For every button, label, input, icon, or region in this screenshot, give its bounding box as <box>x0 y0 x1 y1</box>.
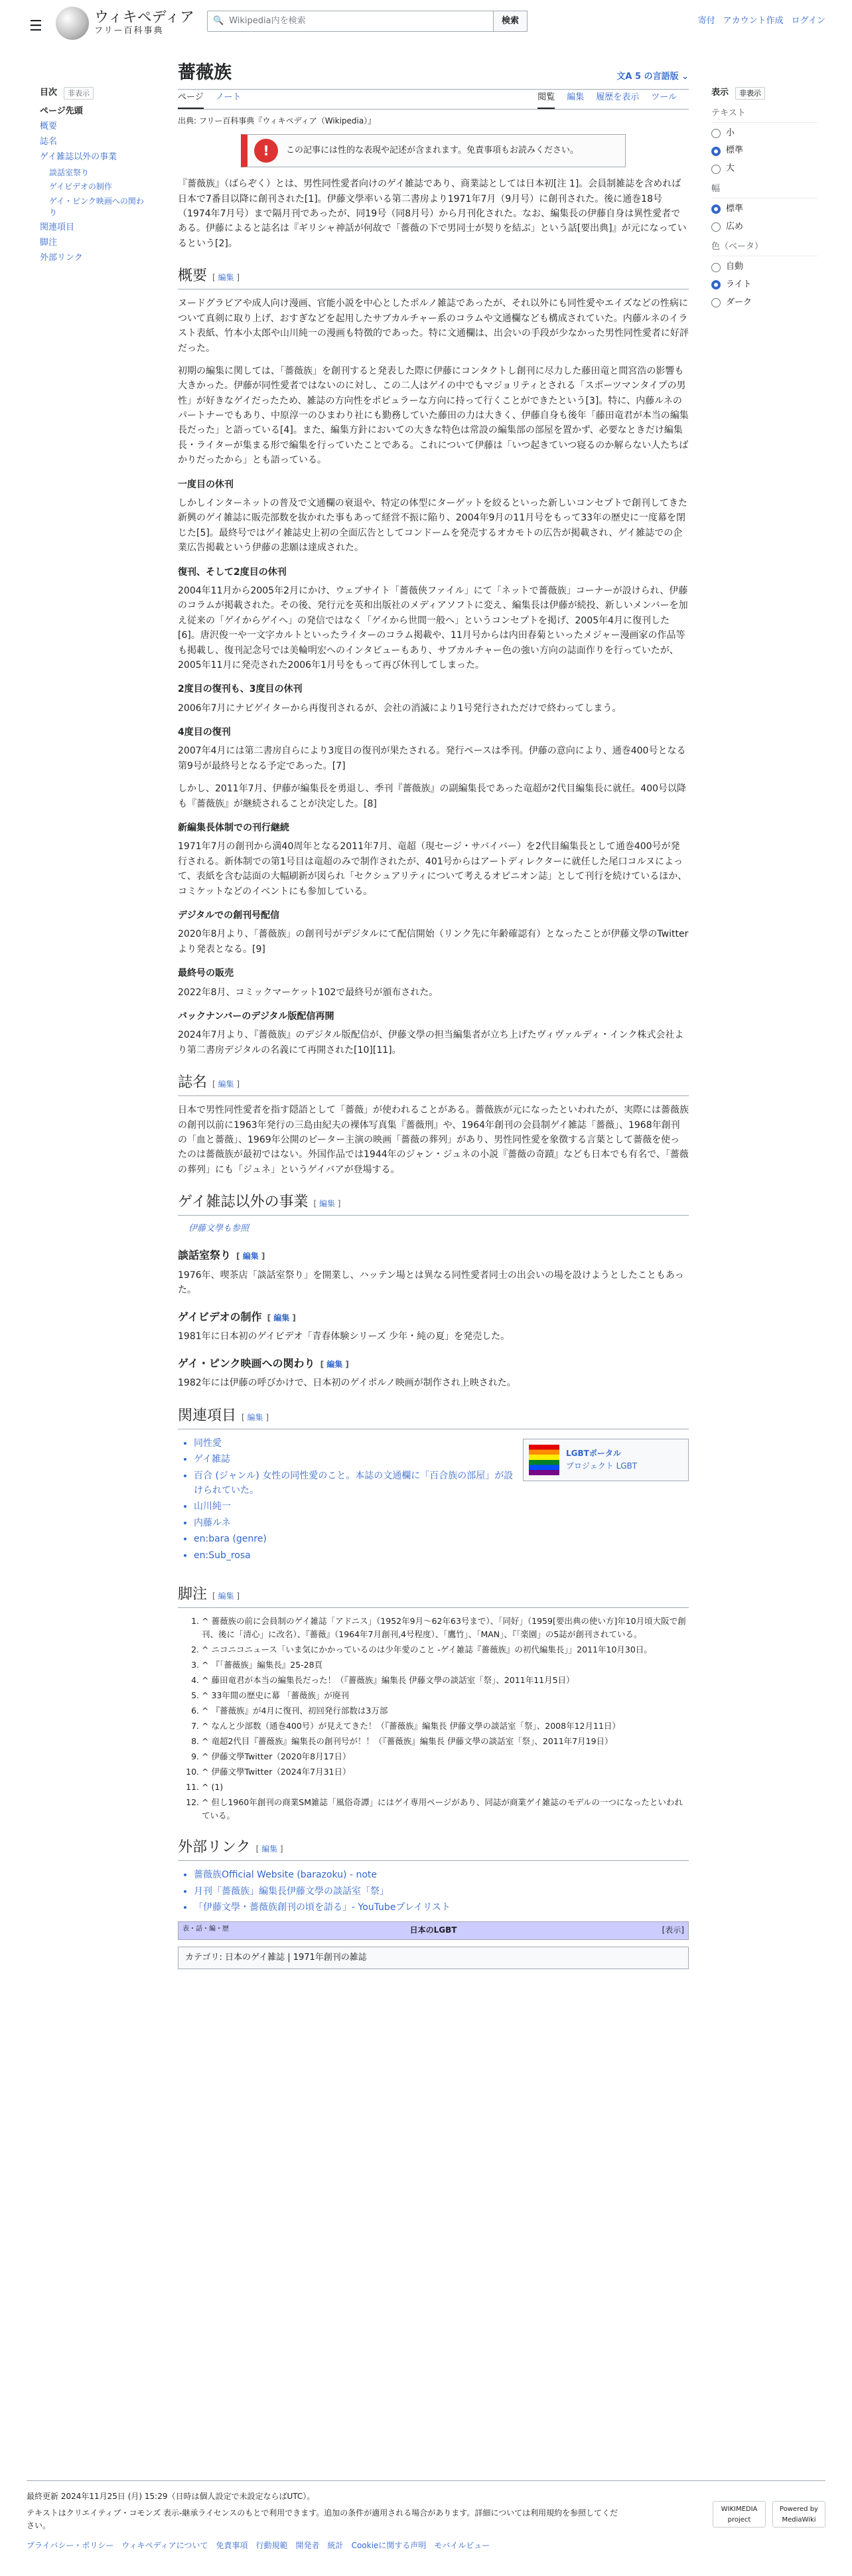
radio-label: 小 <box>726 127 735 138</box>
section-title: 誌名 <box>178 1074 208 1091</box>
radio-button[interactable] <box>711 222 721 232</box>
section-heading: 関連項目 [ 編集 ] <box>178 1404 689 1429</box>
footer-link[interactable]: ウィキペディアについて <box>121 2540 208 2550</box>
edit-bracket: [ 編集 ] <box>267 1313 296 1323</box>
section-heading <box>178 908 689 923</box>
appearance-title: 表示 <box>711 88 729 98</box>
tab-0[interactable]: ページ <box>178 91 204 109</box>
personal-link[interactable]: アカウント作成 <box>723 16 784 26</box>
section-heading <box>178 264 689 289</box>
external-links-list <box>194 1868 689 1915</box>
toc-item[interactable] <box>40 237 146 249</box>
section-heading <box>178 1009 689 1024</box>
reference-item: 6. ^ 『薔薇族』が4月に復刊、初回発行部数は3万部 <box>202 1704 689 1718</box>
wikipedia-globe-icon <box>56 7 89 40</box>
portal-box[interactable] <box>523 1439 689 1481</box>
search-icon: 🔍 <box>213 15 224 26</box>
translate-icon: 文A <box>616 72 635 82</box>
radio-option-width[interactable] <box>711 202 817 216</box>
toc-item[interactable] <box>40 167 146 179</box>
edit-bracket: [ 編集 ] <box>212 273 240 283</box>
search-input[interactable]: 🔍 Wikipedia内を検索 <box>207 11 494 32</box>
edit-link[interactable]: 編集 <box>247 1412 263 1422</box>
section-heading: 脚注 [ 編集 ] <box>178 1583 689 1608</box>
radio-button[interactable] <box>711 165 721 174</box>
license-text: テキストはクリエイティブ・コモンズ 表示-継承ライセンスのもとで利用できます。追加の条件が適用される場合があります。詳細については利用規約を参照してください。 <box>27 2508 618 2531</box>
toc-hide-button[interactable]: 非表示 <box>64 87 94 100</box>
view-tab-1[interactable]: 編集 <box>567 92 585 103</box>
edit-link[interactable]: 編集 <box>218 273 234 283</box>
radio-label: 広め <box>726 221 744 232</box>
radio-label: 自動 <box>726 262 744 272</box>
reference-item: 9. ^ 伊藤文學Twitter（2020年8月17日） <box>202 1750 689 1763</box>
related-item[interactable]: • 内藤ルネ <box>194 1516 689 1530</box>
radio-option-text[interactable] <box>711 162 817 176</box>
reference-item: 4. ^ 藤田竜君が本当の編集長だった！（『薔薇族』編集長 伊藤文學の談話室「祭」、2011年11月5日） <box>202 1674 689 1687</box>
appearance-section-width: 幅 <box>711 183 817 199</box>
reference-item: 1. ^ 薔薇族の前に会員制のゲイ雑誌「アドニス」（1952年9月〜62年63号まで）、「同好」（1959[要出典の使い方]年10月頃大阪で創刊、後に「清心」に改名）、『薔薇』（1964年7月創刊,4号程度）、「鷹竹」、「MAN」、『「楽園」の5誌が創刊されている。 <box>202 1615 689 1641</box>
toc-item[interactable] <box>40 106 146 118</box>
edit-bracket: [ 編集 ] <box>320 1359 349 1369</box>
radio-label: ライト <box>726 279 752 289</box>
section-heading <box>178 1309 689 1326</box>
paragraph: しかし、2011年7月、伊藤が編集長を勇退し、季刊『薔薇族』の副編集長であった竜超が2代目編集長に就任。400号以降も『薔薇族』が継続されることが決定した。[8] <box>178 783 687 809</box>
section-heading <box>178 565 689 580</box>
radio-option-text[interactable] <box>711 127 817 141</box>
paragraph: 1971年7月の創刊から満40周年となる2011年7月、竜超（現セージ・サバイバー）を2代目編集長として通巻400号が発行される。新体制での第1号目は竜超のみで制作されたが、401号からはアートディレクターに就任した尾口コルヌによって、表紙を含む誌面の大幅刷新が図られ「セクシュアリティについて考えるオピニオン誌」として刊行を続けているほか、コミケットなどのイベントにも参加している。 <box>178 841 687 897</box>
content-notice: ! この記事には性的な表現や記述が含まれます。免責事項もお読みください。 <box>241 134 626 167</box>
edit-link[interactable]: 編集 <box>218 1080 234 1089</box>
related-item[interactable]: • 百合 (ジャンル) 女性の同性愛のこと。本誌の文通欄に「百合族の部屋」が設けられていた。 <box>194 1469 689 1498</box>
section-heading <box>178 725 689 740</box>
radio-button[interactable] <box>711 204 721 214</box>
radio-option-color[interactable] <box>711 296 817 310</box>
section-title: 復刊、そして2度目の休刊 <box>178 566 287 578</box>
toc-link[interactable]: ゲイ・ピンク映画への関わり <box>49 197 144 217</box>
toc-link[interactable]: 関連項目 <box>40 222 75 232</box>
edit-bracket: [ 編集 ] <box>212 1080 240 1089</box>
footer-links <box>27 2539 825 2552</box>
navbox-vte[interactable]: 表・話・編・歴 <box>182 1925 229 1933</box>
footer-link[interactable]: プライバシー・ポリシー <box>27 2540 114 2550</box>
portal-link[interactable]: LGBTポータル <box>566 1448 621 1458</box>
section-title: 最終号の販売 <box>178 968 234 979</box>
hatnote: 伊藤文學も参照 <box>188 1224 249 1234</box>
section-heading: 外部リンク [ 編集 ] <box>178 1836 689 1861</box>
personal-link[interactable]: ログイン <box>791 16 825 26</box>
footer-link[interactable]: 免責事項 <box>216 2540 248 2550</box>
section-title: 談話室祭り <box>178 1249 232 1262</box>
edit-bracket: [ 編集 ] <box>313 1199 341 1209</box>
toc-link[interactable]: 脚注 <box>40 237 58 248</box>
radio-option-width[interactable] <box>711 220 817 234</box>
search-form <box>207 11 528 32</box>
section-heading <box>178 966 689 981</box>
section-title: ゲイビデオの制作 <box>178 1310 262 1323</box>
paragraph: 2020年8月より、「薔薇族」の創刊号がデジタルにて配信開始（リンク先に年齢確認有）となったことが伊藤文學のTwitterより発表となる。[9] <box>178 929 689 955</box>
section-title: バックナンバーのデジタル版配信再開 <box>178 1010 334 1022</box>
edit-link[interactable]: 編集 <box>218 1591 234 1601</box>
navbox-toggle[interactable]: [表示] <box>662 1925 684 1935</box>
related-item[interactable]: • en:bara (genre) <box>194 1532 689 1546</box>
external-link[interactable]: • 月刊「薔薇族」編集長伊藤文學の談話室「祭」 <box>194 1884 689 1899</box>
edit-link[interactable]: 編集 <box>273 1313 290 1323</box>
footer-link[interactable]: 行動規範 <box>255 2540 288 2550</box>
footer-link[interactable]: 開発者 <box>295 2540 320 2550</box>
tab-1[interactable]: ノート <box>215 92 242 103</box>
radio-option-color[interactable] <box>711 278 817 292</box>
toc-link[interactable]: ページ先頭 <box>40 106 83 116</box>
section-title: 2度目の復刊も、3度目の休刊 <box>178 684 303 695</box>
reference-item: 10. ^ 伊藤文學Twitter（2024年7月31日） <box>202 1765 689 1779</box>
paragraph: 2006年7月にナビゲイターから再復刊されるが、会社の消滅により1号発行されただけで終わってしまう。 <box>178 702 622 714</box>
section-title: デジタルでの創刊号配信 <box>178 910 280 921</box>
category-links[interactable]: カテゴリ: 日本のゲイ雑誌 | 1971年創刊の雑誌 <box>178 1947 689 1970</box>
paragraph: しかしインターネットの普及で文通欄の衰退や、特定の体型にターゲットを絞るといった新しいコンセプトで創刊してきた新興のゲイ雑誌に販売部数を抜かれた事もあって経営不振に陥り、2004年9月の11月号をもって33年の歴史に一度幕を閉じた[5]。最終号ではゲイ雑誌史上初の全面広告としてコンドームを発売するオカモトの広告が掲載され、ゲイ雑誌での企業広告掲載という伊藤の悲願は達成された。 <box>178 498 687 554</box>
toc-list <box>40 106 146 265</box>
reference-item: 7. ^ なんと少部数（通巻400号）が見えてきた！（『薔薇族』編集長 伊藤文學の談話室「祭」、2008年12月11日） <box>202 1720 689 1733</box>
paragraph: ヌードグラビアや成人向け漫画、官能小説を中心としたポルノ雑誌であったが、それ以外にも同性愛やエイズなどの性病について真剣に取り上げ、おすぎなどを起用したサブカルチャー系のコラムや文通欄なども構成されていた。内藤ルネのイラスト表紙、竹本小太郎や山川純一の漫画も特徴的であった。特に文通欄は、出会いの手段が少なかった男性同性愛者に好評だった。 <box>178 298 689 354</box>
personal-tools <box>690 15 825 29</box>
section-title: 一度目の休刊 <box>178 479 234 490</box>
toc-link[interactable]: 概要 <box>40 121 58 131</box>
section-heading <box>178 1355 689 1372</box>
reference-item: 3. ^ 『「薔薇族」編集長』25-28頁 <box>202 1658 689 1672</box>
references-list <box>202 1615 689 1822</box>
footer <box>27 2480 825 2552</box>
navbox-title[interactable]: 日本のLGBT <box>409 1925 457 1935</box>
radio-option-color[interactable] <box>711 260 817 274</box>
reference-item: 11. ^ (1) <box>202 1781 689 1794</box>
section-title: ゲイ・ピンク映画への関わり <box>178 1356 315 1370</box>
paragraph: 初期の編集に関しては、「薔薇族」を創刊すると発表した際に伊藤にコンタクトし創刊に尽力した藤田竜と間宮浩の影響も大きかった。伊藤が同性愛者ではないのに対し、この二人はゲイの中でもマジョリティとされる「スポーツマンタイプの男性」が好きなゲイだったため、雑誌の方向性をポピュラーな方向に持って行くことができたという[3]。特に、内藤ルネのパートナーでもあり、中原淳一のひまわり社にも勤務していた藤田の力は大きく、伊藤自身も後年「藤田竜君が本当の編集長だった」と語っている[4]。また、編集方針においての大きな特色は常設の編集部の部屋を置かず、必要なときだけ編集長・ライターが集まる形で編集を行っていたことである。これについて伊藤は「いつ起きていつ寝るのか解らない人たちばかりだったから」とも語っている。 <box>178 365 689 466</box>
radio-label: 標準 <box>726 145 744 156</box>
search-button[interactable]: 検索 <box>494 11 528 32</box>
main-menu-icon[interactable]: ☰ <box>29 18 42 35</box>
paragraph: 2007年4月には第二書房自らにより3度目の復刊が果たされる。発行ペースは季刊。伊藤の意向により、通巻400号となる第9号が最終号となる予定であった。[7] <box>178 746 686 771</box>
paragraph: 1976年、喫茶店「談話室祭り」を開業し、ハッテン場とは異なる同性愛者同士の出会いの場を設けようとしたこともあった。 <box>178 1269 684 1296</box>
edit-link[interactable]: 編集 <box>319 1199 335 1209</box>
last-modified: 最終更新 2024年11月25日 (月) 15:29（日時は個人設定で未設定ならばUTC）。 <box>27 2492 315 2501</box>
page-title: 薔薇族 文A 5 の言語版 ⌄ <box>178 60 689 90</box>
section-title: 新編集長体制での刊行継続 <box>178 823 289 834</box>
view-tab-2[interactable]: 履歴を表示 <box>596 92 640 103</box>
toc-item[interactable] <box>40 222 146 234</box>
paragraph: 1981年に日本初のゲイビデオ「青春体験シリーズ 少年・純の夏」を発売した。 <box>178 1331 510 1342</box>
language-button[interactable]: 文A 5 の言語版 ⌄ <box>616 72 689 82</box>
reference-item: 8. ^ 竜超2代目『薔薇族』編集長の創刊号が！！（『薔薇族』編集長 伊藤文學の談話室「祭」、2011年7月19日） <box>202 1735 689 1748</box>
section-title: 概要 <box>178 268 208 285</box>
toc-link[interactable]: 外部リンク <box>40 253 83 264</box>
footer-badge[interactable]: WIKIMEDIA project <box>713 2501 766 2528</box>
edit-bracket: [ 編集 ] <box>236 1251 265 1261</box>
warning-icon: ! <box>254 139 278 163</box>
view-tab-0[interactable]: 閲覧 <box>537 91 555 109</box>
rainbow-flag-icon <box>529 1445 559 1475</box>
toc-title: 目次 <box>40 88 58 98</box>
section-heading <box>178 1247 689 1264</box>
appearance-section-color: 色（ベータ） <box>711 240 817 256</box>
paragraph: 日本で男性同性愛者を指す隠語として「薔薇」が使われることがある。薔薇族が元になったといわれたが、実際には薔薇族の創刊以前に1963年発行の三島由紀夫の裸体写真集『薔薇刑』や、1964年創刊の会員制ゲイ雑誌「薔薇」、1968年創刊の「血と薔薇」、1969年公開のピーター主演の映画「薔薇の葬列」があり、男性同性愛を象徴する言葉として薔薇を使ったのは薔薇族が最初ではない。外国作品では1944年のジャン・ジュネの小説『薔薇の奇蹟』なども日本でも有名で、「薔薇の葬列」にも「ジュネ」というゲイバアが登場する。 <box>178 1105 689 1175</box>
section-heading <box>178 1190 689 1216</box>
toc-link[interactable]: ゲイビデオの制作 <box>49 182 112 192</box>
site-subtitle: フリー百科事典 <box>94 26 164 36</box>
external-link[interactable]: • 薔薇族Official Website (barazoku) - note <box>194 1868 689 1882</box>
toc-item[interactable] <box>40 136 146 148</box>
intro-paragraph: 『薔薇族』（ばらぞく）とは、男性同性愛者向けのゲイ雑誌であり、商業誌としては日本初[注 1]。会員制雑誌を含めれば日本で7番目以降に創刊された[1]。伊藤文學率いる第二書房より1971年7月（9月号）に創刊された。後に通巻18号（1974年7月号）まで隔月刊であったが、同19号（同8月号）から月刊化された。なお、編集長の伊藤自身は異性愛者である。伊藤によると誌名は『ギリシャ神話が何故で「薔薇の下で男同士が契りを結ぶ」という話[要出典]』が元になっているという[2]。 <box>178 179 687 249</box>
appearance-panel <box>711 86 817 314</box>
edit-link[interactable]: 編集 <box>261 1844 278 1854</box>
reference-item: 2. ^ ニコニコニュース「いま気にかかっているのは少年愛のこと -ゲイ雑誌『薔薇族』の初代編集長」」2011年10月30日。 <box>202 1643 689 1656</box>
toc-item[interactable] <box>40 252 146 264</box>
site-header <box>0 0 852 48</box>
paragraph: 1982年には伊藤の呼びかけで、日本初のゲイポルノ映画が制作され上映された。 <box>178 1378 516 1389</box>
section-heading <box>178 1071 689 1096</box>
related-item[interactable]: • 山川純一 <box>194 1499 689 1514</box>
radio-label: ダーク <box>726 297 752 307</box>
table-of-contents <box>40 86 146 268</box>
toc-link[interactable]: 談話室祭り <box>49 167 90 177</box>
section-heading <box>178 477 689 492</box>
related-item[interactable]: • ゲイ雑誌 <box>194 1452 689 1467</box>
paragraph: 2004年11月から2005年2月にかけ、ウェブサイト「薔薇俠ファイル」にて「ネットで薔薇族」コーナーが設けられ、伊藤のコラムが掲載された。その後、発行元を英和出版社のメディアソフトに変え、編集長は伊藤が続投、新しいメンバーを加え従来の「ゲイからゲイへ」の発信ではなく「ゲイから世間一般へ」というコンセプトを掲げ、2005年4月に復刊した[6]。唐沢俊一や一文字カルトといったライターのコラム掲載や、11月号からは内田春菊といったメジャー漫画家の作品等も掲載し、復刊記念号では美輪明宏へのインタビューもあり、サブカルチャー色の強い方向の誌面作りを行っていたが、2005年11月に発売された2006年1月号をもって再び休刊してしまった。 <box>178 585 688 671</box>
appearance-hide-button[interactable]: 非表示 <box>735 87 765 100</box>
site-sub: 出典: フリー百科事典『ウィキペディア（Wikipedia）』 <box>178 116 376 125</box>
related-item[interactable]: • en:Sub_rosa <box>194 1548 689 1563</box>
toc-link[interactable]: ゲイ雑誌以外の事業 <box>40 152 117 163</box>
footer-badge[interactable]: Powered by MediaWiki <box>772 2501 825 2528</box>
radio-option-text[interactable] <box>711 144 817 158</box>
radio-button[interactable] <box>711 280 721 289</box>
section-title: ゲイ雑誌以外の事業 <box>178 1194 309 1211</box>
article-sections <box>178 264 689 1390</box>
radio-button[interactable] <box>711 298 721 307</box>
page-tabs <box>178 90 689 110</box>
section-heading <box>178 821 689 835</box>
edit-link[interactable]: 編集 <box>326 1359 343 1369</box>
section-heading <box>178 682 689 696</box>
reference-item: 5. ^ 33年間の歴史に幕 「薔薇族」が廃刊 <box>202 1689 689 1702</box>
footer-link[interactable]: Cookieに関する声明 <box>351 2540 427 2550</box>
personal-link[interactable]: 寄付 <box>697 16 715 26</box>
radio-button[interactable] <box>711 147 721 156</box>
reference-item: 12. ^ 但し1960年創刊の商業SM雑誌「風俗奇譚」にはゲイ専用ページがあり、同誌が商業ゲイ雑誌のモデルの一つになったといわれている。 <box>202 1796 689 1822</box>
section-title: 4度目の復刊 <box>178 727 231 738</box>
edit-link[interactable]: 編集 <box>242 1251 259 1261</box>
toc-link[interactable]: 誌名 <box>40 137 58 147</box>
external-link[interactable]: • 「伊藤文學・薔薇族創刊の頃を語る」- YouTubeプレイリスト <box>194 1900 689 1915</box>
toc-item[interactable] <box>40 196 146 218</box>
toc-item[interactable] <box>40 121 146 133</box>
footer-link[interactable]: 統計 <box>327 2540 344 2550</box>
navbox <box>178 1921 689 1939</box>
main-content <box>178 60 689 1969</box>
related-item[interactable]: • 同性愛 <box>194 1436 689 1451</box>
radio-label: 大 <box>726 163 735 174</box>
radio-button[interactable] <box>711 263 721 272</box>
project-link[interactable]: プロジェクト LGBT <box>566 1461 638 1471</box>
radio-button[interactable] <box>711 129 721 138</box>
site-title: ウィキペディア <box>94 9 194 26</box>
appearance-section-text: テキスト <box>711 107 817 123</box>
toc-item[interactable] <box>40 151 146 163</box>
footer-link[interactable]: モバイルビュー <box>434 2540 490 2550</box>
toc-item[interactable] <box>40 181 146 193</box>
view-tab-3[interactable]: ツール <box>651 92 677 103</box>
paragraph: 2024年7月より、『薔薇族』のデジタル版配信が、伊藤文學の担当編集者が立ち上げたヴィヴァルディ・インク株式会社より第二書房デジタルの名義にて再開された[10][11]。 <box>178 1030 684 1056</box>
site-logo[interactable] <box>56 7 194 40</box>
paragraph: 2022年8月、コミックマーケット102で最終号が頒布された。 <box>178 987 439 998</box>
radio-label: 標準 <box>726 203 744 214</box>
